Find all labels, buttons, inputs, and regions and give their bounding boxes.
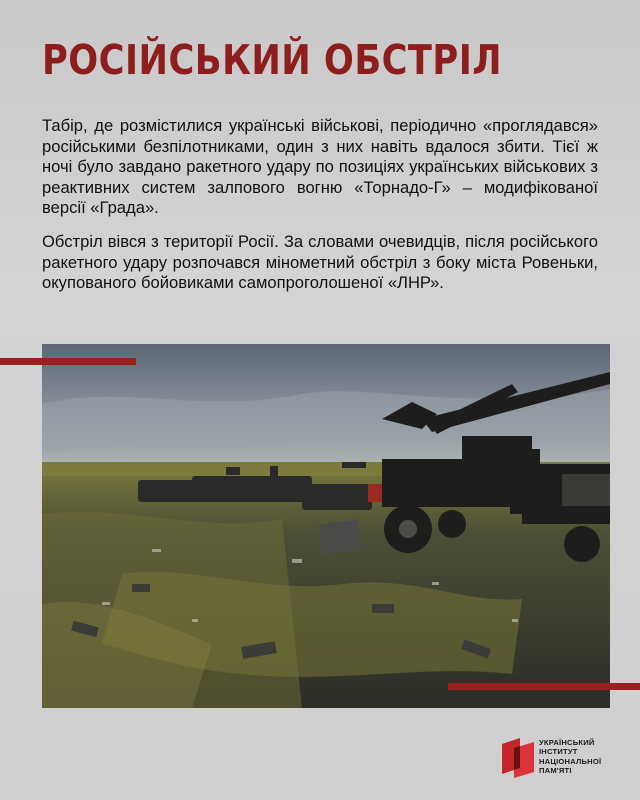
paragraph-2: Обстріл вівся з території Росії. За словами очевидців, після російського ракетного удару розпочався мінометний обстріл з боку міста Ровеньки, окупованого бойовиками самопроголошеної «ЛНР». <box>42 232 598 292</box>
paragraph-1: Табір, де розмістилися українські військові, періодично «проглядався» російськими безпілотниками, один з них навіть вдалося збити. Тієї ж ночі було завдано ракетного удару по позиціях українських військових з реактивних систем залпового вогню «Торнадо-Г» – модифікованої версії «Града». <box>42 116 598 217</box>
destroyed-vehicles-photo <box>42 344 610 708</box>
logo-line-4: ПАМ'ЯТІ <box>539 766 572 776</box>
institute-logo <box>502 736 622 784</box>
logo-mark-icon <box>502 738 534 778</box>
logo-line-3: НАЦІОНАЛЬНОЇ <box>539 756 602 766</box>
logo-text <box>539 738 629 776</box>
page-title: РОСІЙСЬКИЙ ОБСТРІЛ <box>42 36 502 84</box>
accent-bar-left <box>0 358 136 365</box>
logo-line-2: ІНСТИТУТ <box>539 747 578 757</box>
logo-line-1: УКРАЇНСЬКИЙ <box>539 738 595 747</box>
accent-bar-right <box>448 683 640 690</box>
